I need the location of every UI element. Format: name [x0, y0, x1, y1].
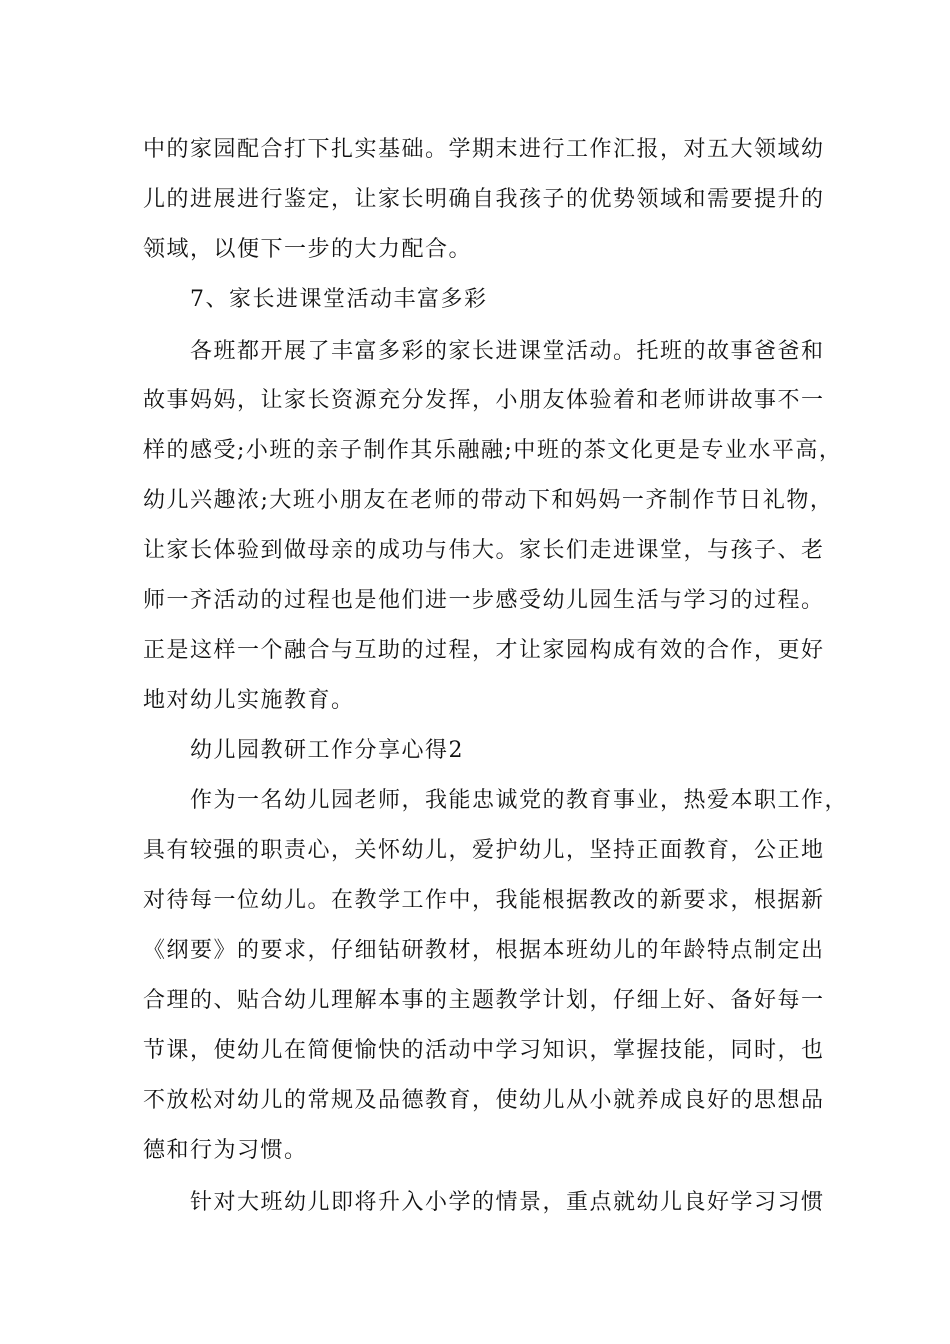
text-line: 让家长体验到做母亲的成功与伟大。家长们走进课堂，与孩子、老 [143, 538, 825, 563]
text-line: 对待每一位幼儿。在教学工作中，我能根据教改的新要求，根据新 [143, 888, 825, 913]
text-line: 幼儿兴趣浓;大班小朋友在老师的带动下和妈妈一齐制作节日礼物， [143, 488, 834, 513]
text-line: 具有较强的职责心，关怀幼儿，爱护幼儿，坚持正面教育，公正地 [143, 838, 825, 863]
text-line: 儿的进展进行鉴定，让家长明确自我孩子的优势领域和需要提升的 [143, 187, 825, 212]
text-line: 作为一名幼儿园老师，我能忠诚党的教育事业，热爱本职工作， [190, 788, 849, 813]
text-line: 德和行为习惯。 [143, 1138, 308, 1163]
text-line: 《纲要》的要求，仔细钻研教材，根据本班幼儿的年龄特点制定出 [143, 938, 825, 963]
text-line: 正是这样一个融合与互助的过程，才让家园构成有效的合作，更好 [143, 638, 825, 663]
section-heading: 7、家长进课堂活动丰富多彩 [190, 287, 488, 312]
text-line: 故事妈妈，让家长资源充分发挥，小朋友体验着和老师讲故事不一 [143, 388, 825, 413]
text-line: 中的家园配合打下扎实基础。学期末进行工作汇报，对五大领域幼 [143, 137, 825, 162]
text-line: 合理的、贴合幼儿理解本事的主题教学计划，仔细上好、备好每一 [143, 988, 825, 1013]
text-line: 领域，以便下一步的大力配合。 [143, 237, 473, 262]
text-line: 针对大班幼儿即将升入小学的情景，重点就幼儿良好学习习惯 [190, 1190, 825, 1215]
text-line: 地对幼儿实施教育。 [143, 688, 355, 713]
text-line: 师一齐活动的过程也是他们进一步感受幼儿园生活与学习的过程。 [143, 588, 825, 613]
text-line: 样的感受;小班的亲子制作其乐融融;中班的茶文化更是专业水平高， [143, 438, 843, 463]
text-line: 节课，使幼儿在简便愉快的活动中学习知识，掌握技能，同时，也 [143, 1038, 825, 1063]
section-title: 幼儿园教研工作分享心得2 [190, 738, 464, 763]
text-line: 不放松对幼儿的常规及品德教育，使幼儿从小就养成良好的思想品 [143, 1088, 825, 1113]
text-line: 各班都开展了丰富多彩的家长进课堂活动。托班的故事爸爸和 [190, 339, 825, 364]
